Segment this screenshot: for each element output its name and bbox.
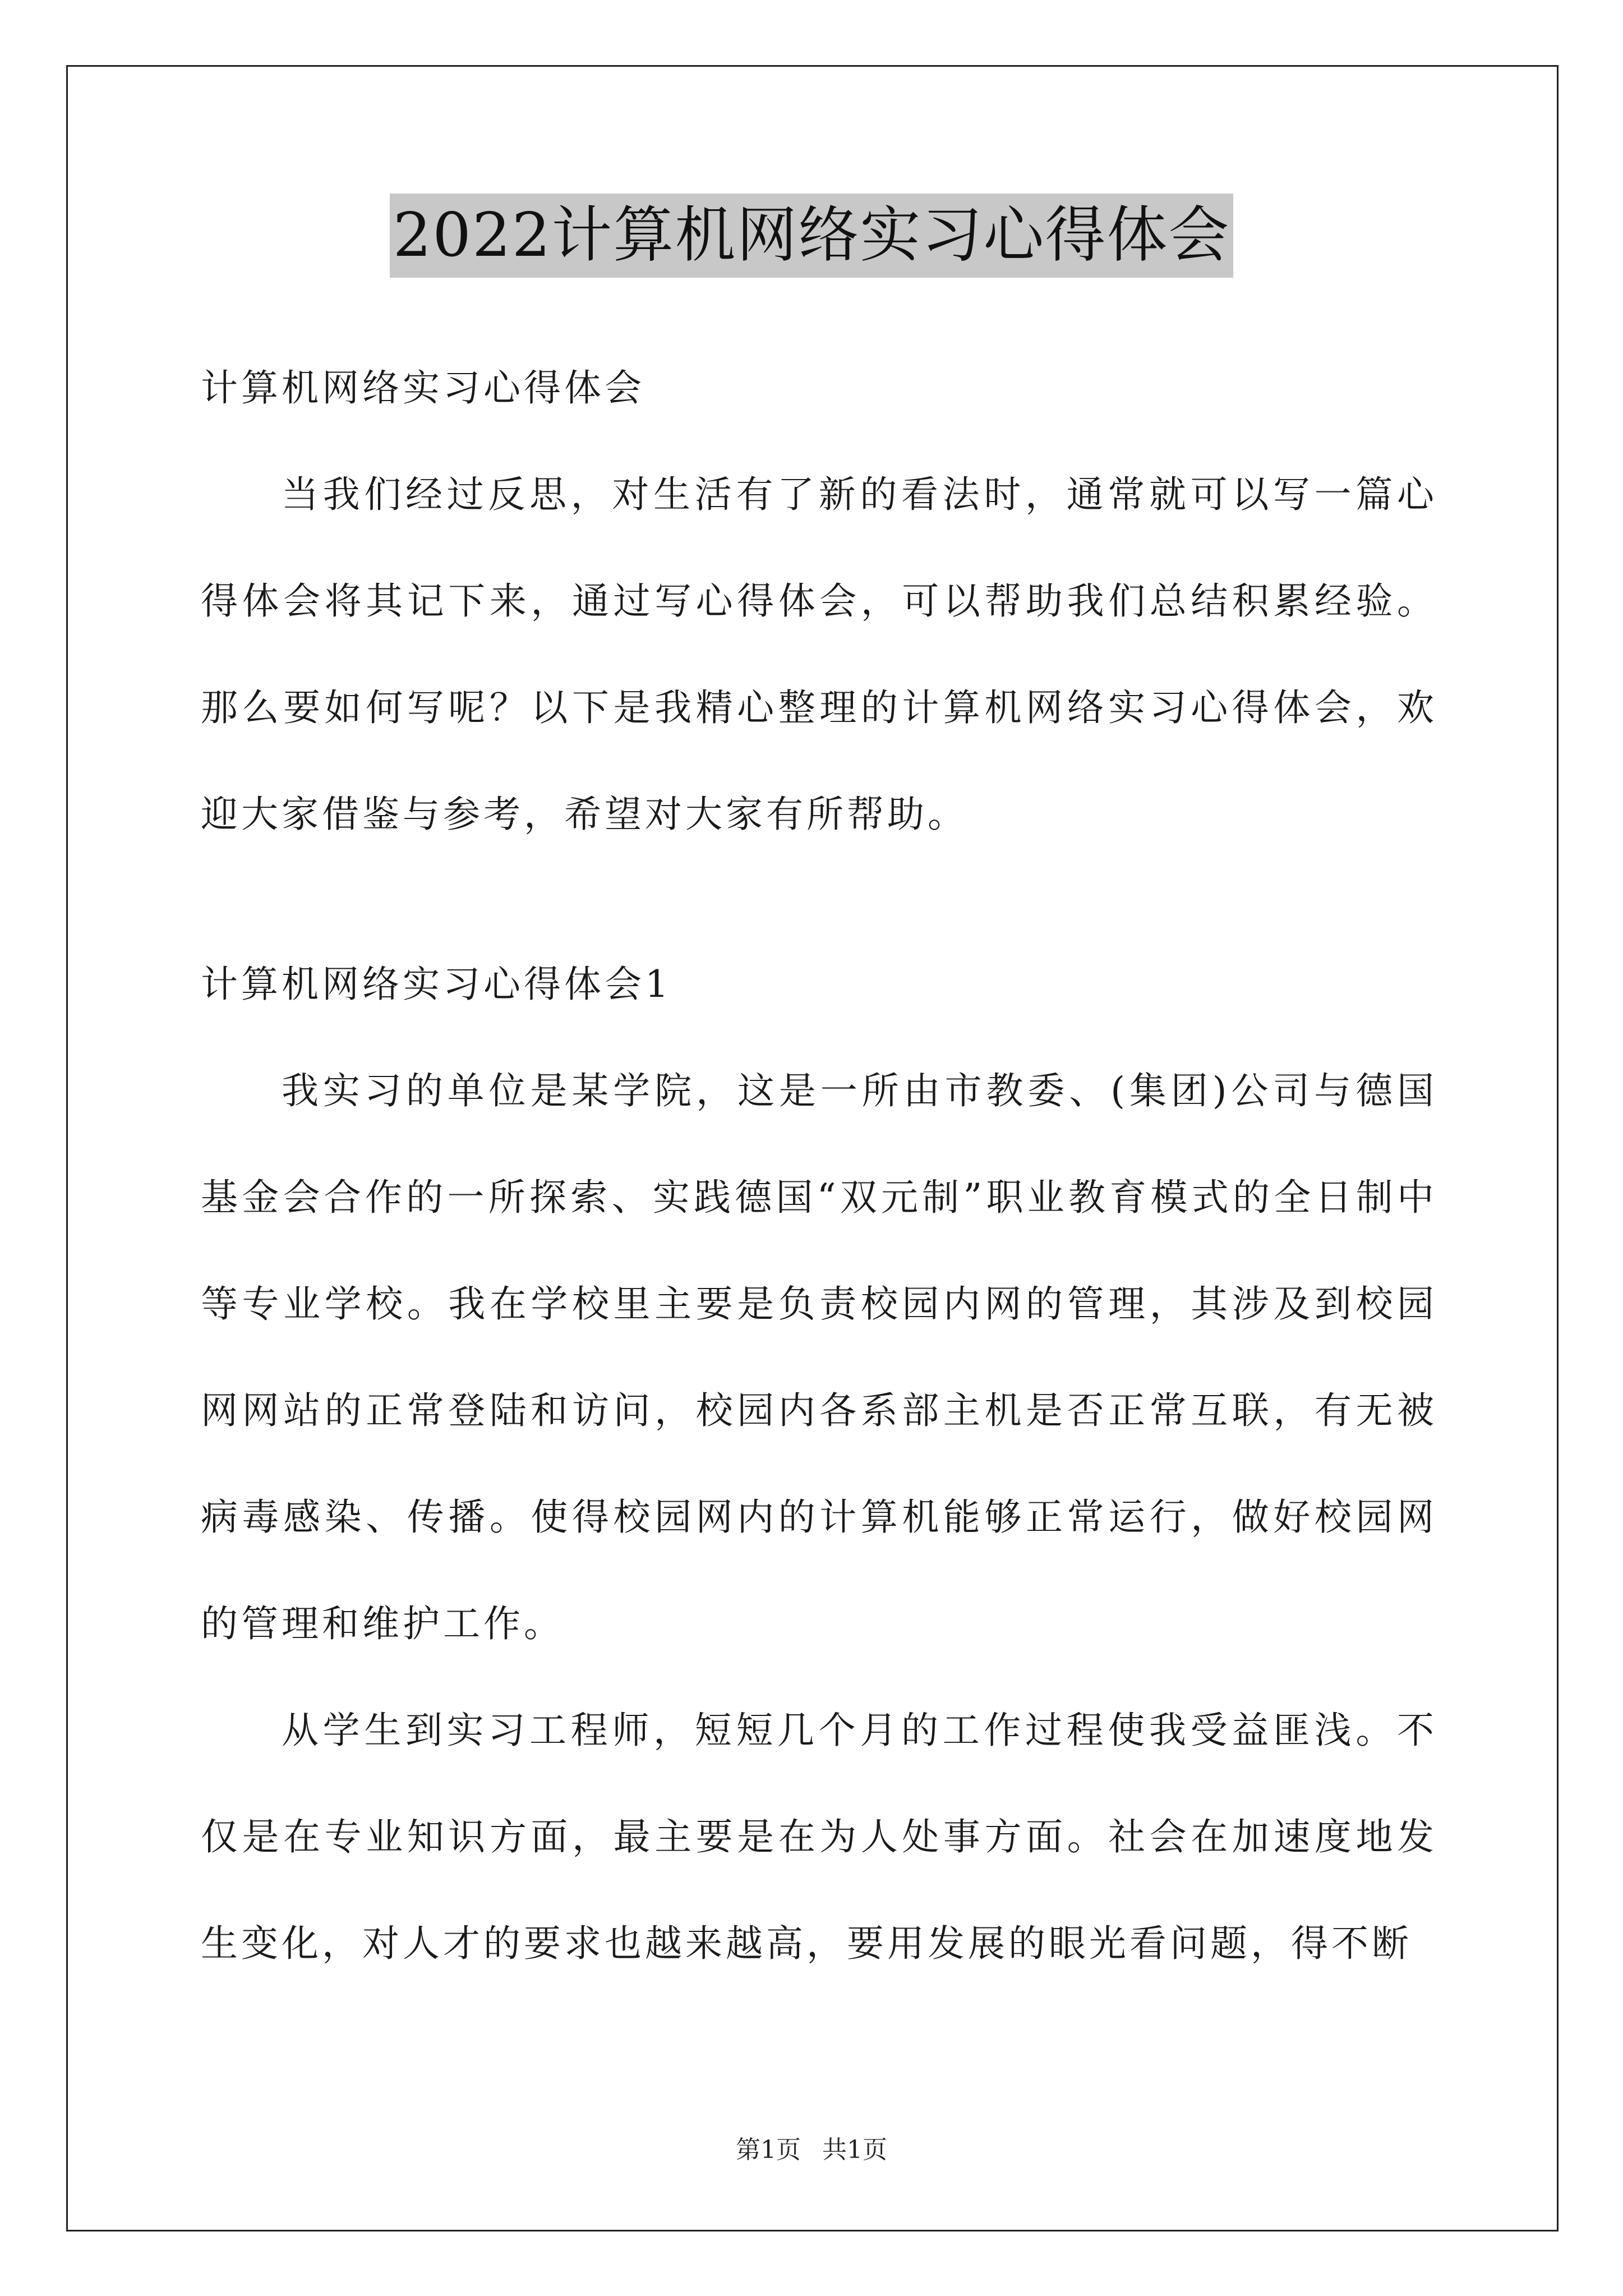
section-1 bbox=[201, 931, 1437, 1997]
document-subtitle: 计算机网络实习心得体会 bbox=[201, 366, 645, 409]
page-number: 第1页 bbox=[736, 2136, 801, 2164]
document-body bbox=[201, 335, 1437, 868]
document-title: 2022计算机网络实习心得体会 bbox=[390, 194, 1234, 278]
title-container bbox=[0, 194, 1623, 278]
page-footer bbox=[0, 2133, 1623, 2167]
page-total: 共1页 bbox=[822, 2136, 887, 2164]
section-1-paragraph-2: 从学生到实习工程师，短短几个月的工作过程使我受益匪浅。不仅是在专业知识方面，最主要是在为人处事方面。社会在加速度地发生变化，对人才的要求也越来越高，要用发展的眼光看问题，得不断 bbox=[201, 1709, 1437, 1965]
section-1-paragraph-1: 我实习的单位是某学院，这是一所由市教委、(集团)公司与德国基金会合作的一所探索、实践德国“双元制”职业教育模式的全日制中等专业学校。我在学校里主要是负责校园内网的管理，其涉及到校园网网站的正常登陆和访问，校园内各系部主机是否正常互联，有无被病毒感染、传播。使得校园网内的计算机能够正常运行，做好校园网的管理和维护工作。 bbox=[201, 1069, 1437, 1645]
intro-paragraph: 当我们经过反思，对生活有了新的看法时，通常就可以写一篇心得体会将其记下来，通过写心得体会，可以帮助我们总结积累经验。那么要如何写呢？以下是我精心整理的计算机网络实习心得体会，欢迎大家借鉴与参考，希望对大家有所帮助。 bbox=[201, 473, 1437, 836]
section-1-heading: 计算机网络实习心得体会1 bbox=[201, 963, 672, 1006]
